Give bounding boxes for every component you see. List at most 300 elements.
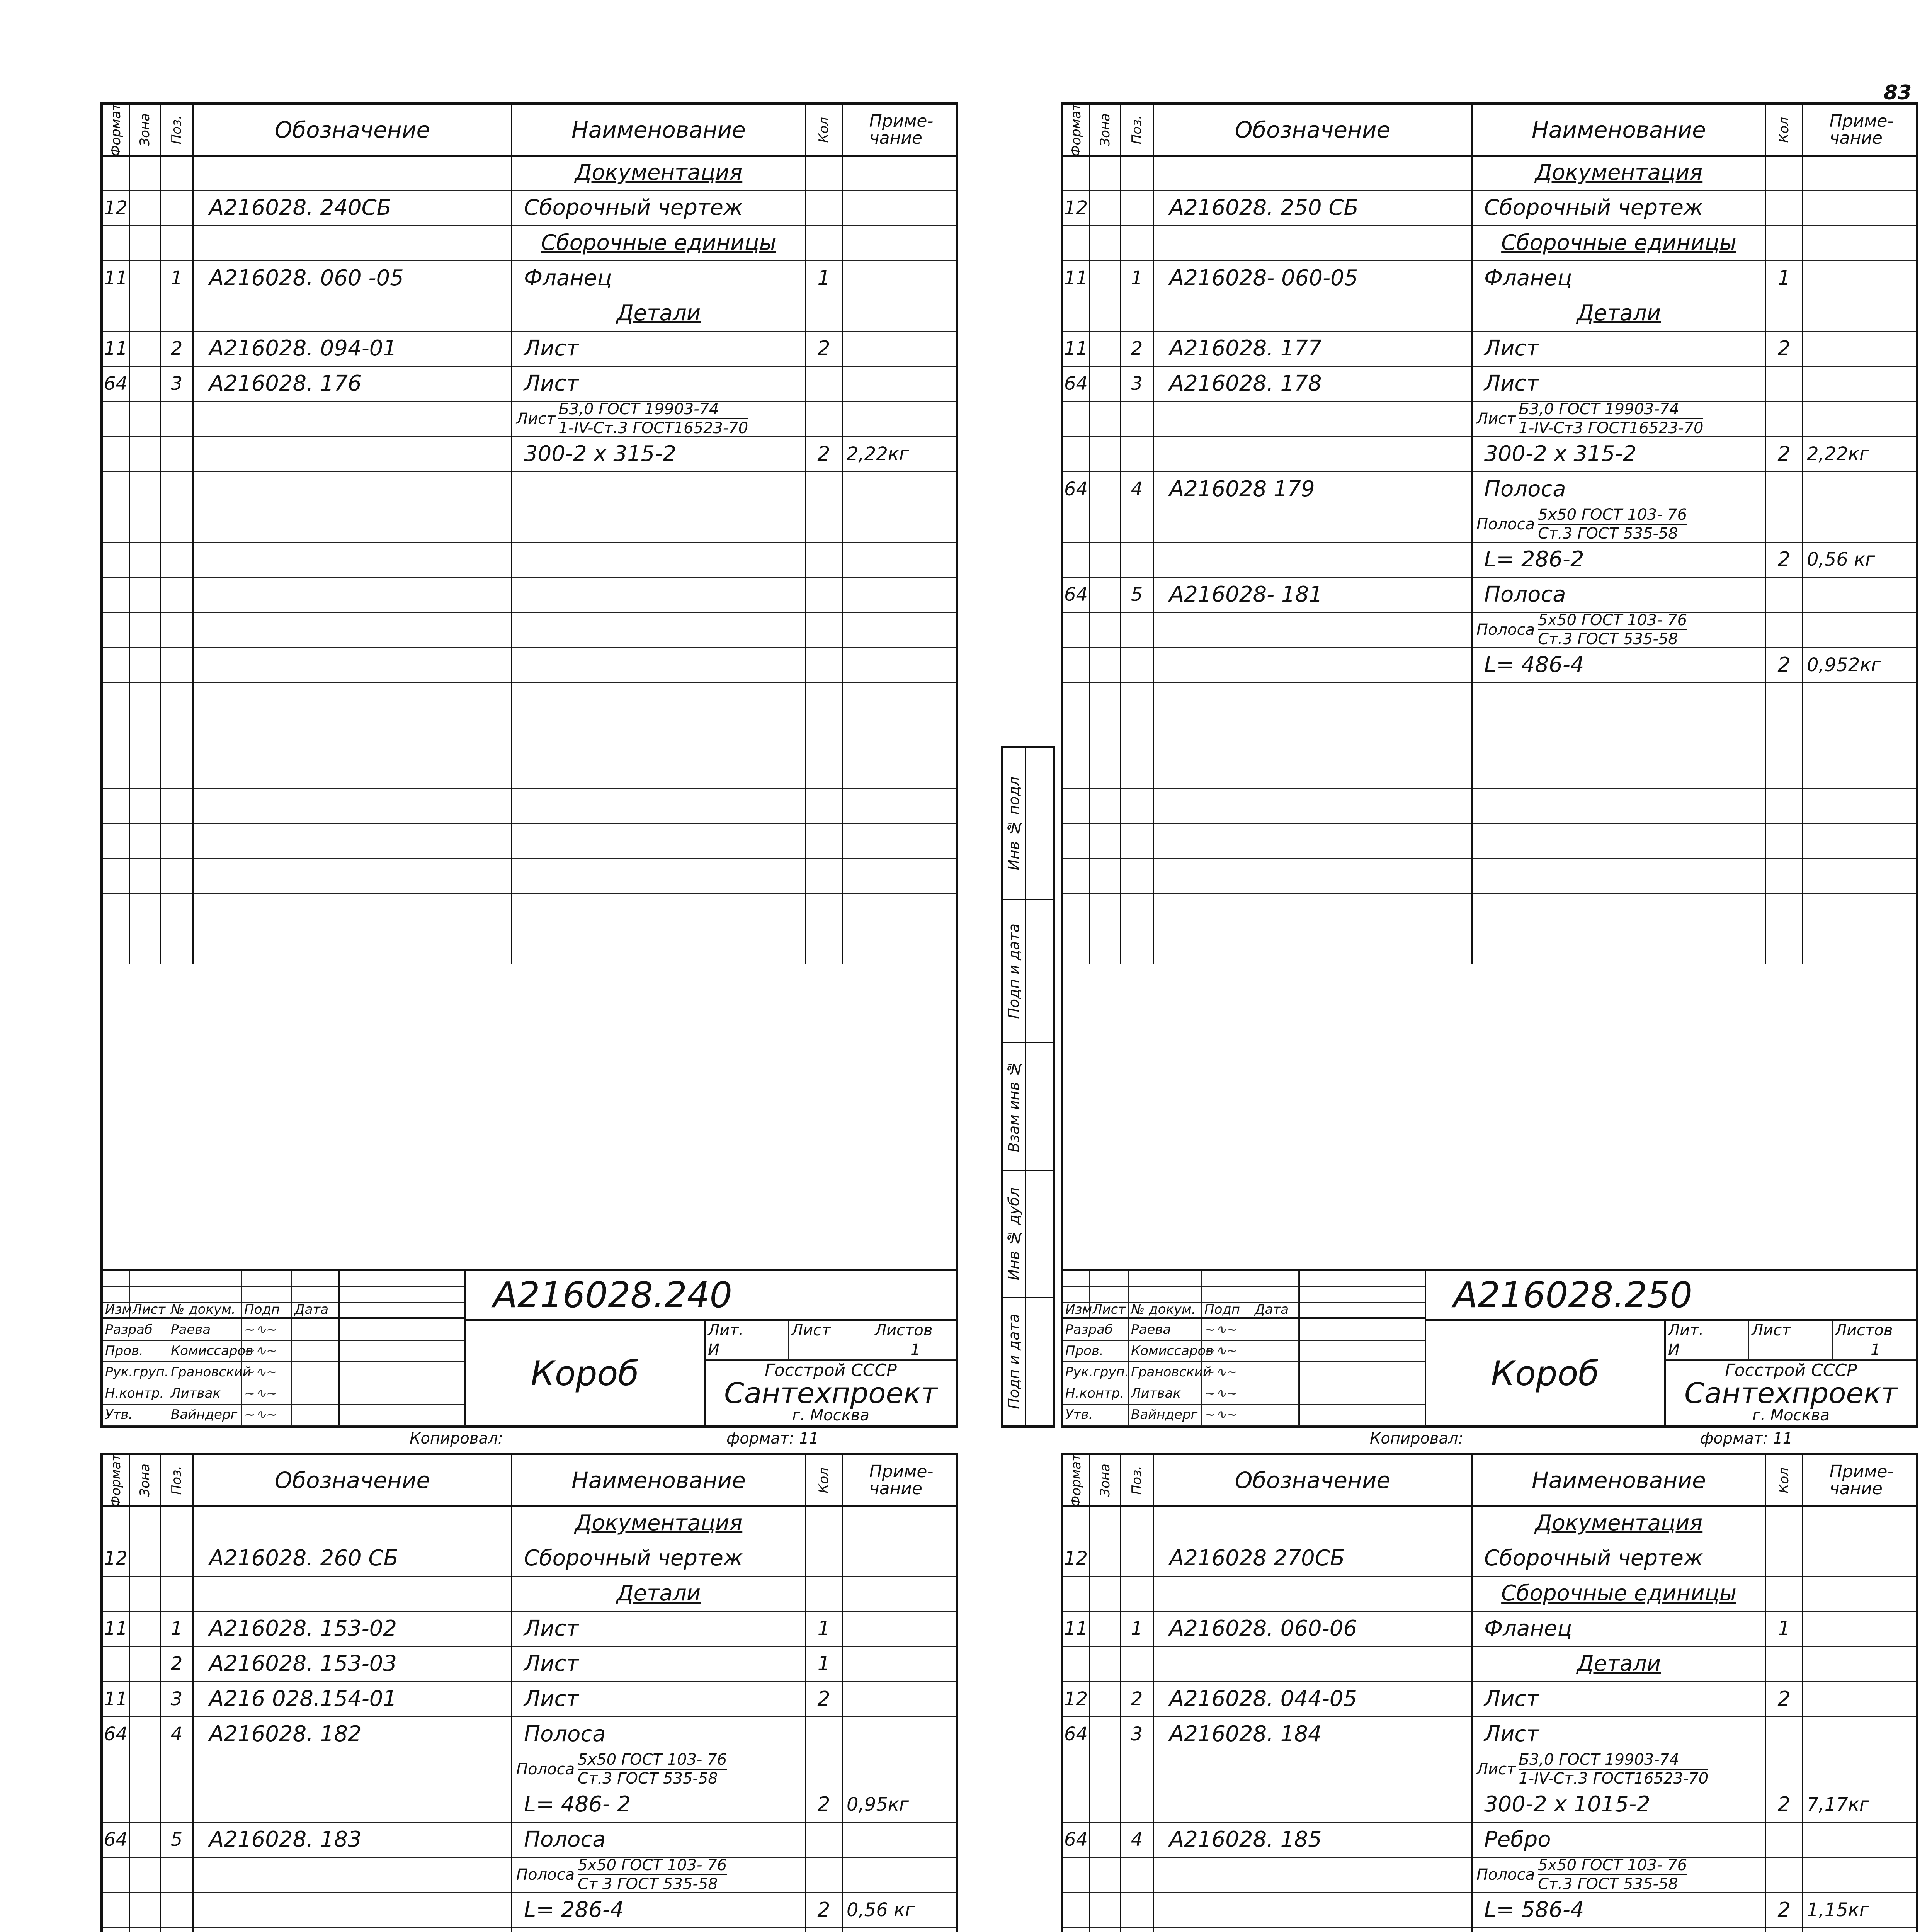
cell-qty: 2: [1766, 1892, 1803, 1927]
strip-label: Взам инв №: [1005, 1060, 1022, 1153]
table-row: [103, 1611, 956, 1647]
empty-row: [103, 788, 956, 824]
table-row: [1063, 1752, 1916, 1787]
section-row: [103, 225, 956, 261]
cell-qty: 1: [1766, 260, 1803, 296]
title-block: [1063, 1269, 1916, 1425]
lit-value: И: [1666, 1340, 1749, 1360]
table-row: [1063, 436, 1916, 472]
role-razrab: Разраб: [1063, 1319, 1129, 1340]
table-row: [1063, 401, 1916, 437]
material-spec: [1476, 400, 1703, 437]
label-izm: Изм: [103, 1302, 130, 1317]
copied-label-right: Копировал:: [1370, 1430, 1464, 1447]
strip-cell: [1003, 1171, 1026, 1298]
role-ruk: Рук.груп.: [103, 1361, 168, 1383]
org-line1: Госстрой СССР: [765, 1361, 897, 1380]
cell-designation: А216028 179: [1154, 471, 1473, 507]
header-zone: Зона: [137, 113, 153, 146]
header-note: Приме- чание: [869, 111, 934, 148]
cell-format: 11: [103, 1611, 130, 1646]
cell-designation: А216028. 153-03: [194, 1646, 512, 1681]
cell-qty: 1: [806, 1646, 843, 1681]
header-format: Формат: [1068, 103, 1084, 156]
cell-position: 2: [1121, 331, 1154, 366]
table-row: [103, 1646, 956, 1682]
signature: ~∿~: [242, 1319, 292, 1340]
signature: ~∿~: [242, 1383, 292, 1404]
header-note: Приме- чание: [1829, 1462, 1894, 1498]
label-sign: Подп: [242, 1302, 292, 1317]
cell-position: 2: [161, 331, 194, 366]
material-word: Полоса: [1476, 621, 1535, 639]
cell-name: Лист: [1473, 331, 1766, 366]
signature: ~∿~: [242, 1361, 292, 1383]
section-title: Документация: [1535, 1510, 1703, 1536]
cell-name: Сборочный чертеж: [1473, 190, 1766, 225]
cell-position: 1: [1121, 260, 1154, 296]
material-spec: [516, 1856, 727, 1893]
table-row: [103, 1857, 956, 1893]
cell-qty: 2: [806, 1892, 843, 1927]
sheets-value: 1: [1833, 1340, 1916, 1360]
cell-qty: 2: [806, 1681, 843, 1716]
cell-designation: А216028- 181: [1154, 577, 1473, 612]
section-row: [103, 155, 956, 191]
cell-format: [1063, 1927, 1090, 1932]
cell-position: 4: [1121, 1822, 1154, 1857]
header-qty: Кол: [816, 1467, 832, 1493]
person-name: Вайндерг: [1129, 1404, 1202, 1425]
header-note: Приме- чание: [869, 1462, 934, 1498]
signature: ~∿~: [242, 1340, 292, 1361]
cell-name: 300-2 х 315-2: [1473, 436, 1766, 471]
cell-name: Фланец: [1473, 1611, 1766, 1646]
empty-row: [103, 577, 956, 613]
cell-qty: 1: [806, 1611, 843, 1646]
table-row: [103, 1716, 956, 1752]
material-word: Лист: [516, 410, 556, 428]
table-row: [1063, 471, 1916, 507]
cell-designation: А216028. 185: [1154, 1822, 1473, 1857]
header-name: Наименование: [1473, 1455, 1766, 1505]
role-prov: Пров.: [1063, 1340, 1129, 1361]
header-designation: Обозначение: [1154, 1455, 1473, 1505]
table-row: [1063, 1857, 1916, 1893]
header-qty: Кол: [816, 117, 832, 143]
signature: ~∿~: [242, 1404, 292, 1425]
section-row: [1063, 1576, 1916, 1612]
header-format: Формат: [108, 103, 124, 156]
empty-row: [103, 647, 956, 683]
cell-position: 2: [1121, 1681, 1154, 1716]
cell-designation: А216028. 183: [194, 1822, 512, 1857]
empty-row: [103, 542, 956, 578]
strip-cell: [1003, 1298, 1026, 1426]
spec-sheet-270: [1061, 1453, 1918, 1932]
cell-designation: А216028. 240СБ: [194, 190, 512, 225]
cell-name: Лист: [1473, 366, 1766, 401]
header-zone: Зона: [1097, 1464, 1113, 1497]
material-bottom: Ст 3 ГОСТ 535-58: [578, 1875, 718, 1893]
material-top: Б3,0 ГОСТ 19903-74: [558, 400, 748, 419]
header-note: Приме- чание: [1829, 111, 1894, 148]
section-title: Документация: [575, 1510, 743, 1536]
cell-name: L= 286-4: [512, 1892, 806, 1927]
empty-row: [1063, 929, 1916, 964]
cell-designation: А216028. 177: [1154, 331, 1473, 366]
strip-cell: [1003, 1043, 1026, 1171]
cell-name: Лист: [512, 331, 806, 366]
cell-designation: А216028 270СБ: [1154, 1541, 1473, 1576]
cell-name: L= 486-4: [1473, 647, 1766, 682]
label-sheet: Лист: [1749, 1321, 1833, 1340]
section-row: [103, 1576, 956, 1612]
cell-designation: А216028. 176: [194, 366, 512, 401]
material-bottom: 1-IV-Ст.3 ГОСТ16523-70: [1519, 1770, 1709, 1787]
spec-sheet-240: [100, 102, 958, 1428]
table-row: [1063, 507, 1916, 543]
table-row: [1063, 1927, 1916, 1932]
cell-format: 64: [1063, 471, 1090, 507]
section-row: [1063, 296, 1916, 332]
section-title: Детали: [1577, 1651, 1661, 1676]
strip-label: Подп и дата: [1005, 1314, 1022, 1409]
cell-name: 300-2 х 1015-2: [1473, 1787, 1766, 1822]
section-row: [1063, 155, 1916, 191]
material-top: 5х50 ГОСТ 103- 76: [1538, 506, 1687, 525]
empty-row: [103, 471, 956, 507]
cell-note: 0,56 кг: [1807, 548, 1875, 570]
empty-row: [103, 753, 956, 789]
table-header: [103, 1455, 956, 1507]
cell-format: 64: [103, 1822, 130, 1857]
doc-number: А216028.250: [1426, 1271, 1916, 1321]
cell-designation: А216028- 060-05: [1154, 260, 1473, 296]
doc-title: Короб: [1426, 1321, 1666, 1425]
label-sheets: Листов: [1833, 1321, 1916, 1340]
table-row: [1063, 1822, 1916, 1858]
table-row: [103, 260, 956, 296]
cell-note: 0,952кг: [1807, 654, 1881, 676]
table-row: [1063, 542, 1916, 578]
org-line3: г. Москва: [1752, 1406, 1830, 1424]
material-spec: [1476, 611, 1687, 648]
table-row: [103, 1892, 956, 1928]
cell-name: Полоса: [512, 1822, 806, 1857]
signature: ~∿~: [1202, 1383, 1252, 1404]
table-row: [1063, 260, 1916, 296]
cell-format: 12: [1063, 190, 1090, 225]
material-top: 5х50 ГОСТ 103- 76: [578, 1751, 727, 1770]
empty-row: [103, 507, 956, 543]
header-pos: Поз.: [1129, 1466, 1145, 1495]
signature: ~∿~: [1202, 1340, 1252, 1361]
label-sheets: Листов: [872, 1321, 956, 1340]
cell-name: Лист: [1473, 1681, 1766, 1716]
header-format: Формат: [108, 1454, 124, 1507]
cell-designation: А216028. 153-02: [194, 1611, 512, 1646]
strip-label: Инв № подл: [1005, 776, 1022, 871]
label-doc: № докум.: [168, 1302, 242, 1317]
empty-row: [103, 823, 956, 859]
empty-row: [103, 929, 956, 964]
label-izm: Изм: [1063, 1302, 1090, 1317]
material-word: Полоса: [516, 1866, 575, 1884]
table-row: [1063, 190, 1916, 226]
cell-format: 11: [103, 331, 130, 366]
cell-name: Фланец: [1473, 260, 1766, 296]
section-title: Детали: [616, 301, 701, 326]
role-ruk: Рук.груп.: [1063, 1361, 1129, 1383]
title-block: [103, 1269, 956, 1425]
cell-format: 11: [103, 260, 130, 296]
table-row: [1063, 1892, 1916, 1928]
person-name: Комиссаров: [1129, 1340, 1202, 1361]
cell-position: 5: [1121, 577, 1154, 612]
material-word: Лист: [1476, 410, 1516, 428]
section-row: [1063, 1646, 1916, 1682]
table-row: [103, 1541, 956, 1577]
cell-qty: 2: [1766, 1681, 1803, 1716]
table-row: [1063, 612, 1916, 648]
cell-format: 11: [1063, 331, 1090, 366]
format-label-left: формат: 11: [726, 1430, 819, 1447]
cell-note: 2,22кг: [847, 443, 909, 465]
cell-position: 3: [161, 1681, 194, 1716]
cell-name: L= 586-4: [1473, 1892, 1766, 1927]
header-designation: Обозначение: [1154, 105, 1473, 155]
empty-row: [1063, 682, 1916, 718]
cell-designation: А216028. 060 -05: [194, 260, 512, 296]
cell-name: Фланец: [512, 260, 806, 296]
spec-sheet-250: [1061, 102, 1918, 1428]
cell-name: Лист: [512, 1611, 806, 1646]
cell-name: Сборочный чертеж: [1473, 1541, 1766, 1576]
role-prov: Пров.: [103, 1340, 168, 1361]
organization: [1666, 1360, 1916, 1425]
cell-note: 0,95кг: [847, 1793, 909, 1815]
cell-designation: А216028. 182: [194, 1716, 512, 1752]
cell-name: L= 286-2: [1473, 542, 1766, 577]
signature: ~∿~: [1202, 1404, 1252, 1425]
cell-name: Сборочный чертеж: [512, 1541, 806, 1576]
cell-name: Ребро: [1473, 1822, 1766, 1857]
org-line3: г. Москва: [792, 1406, 869, 1424]
format-label-right: формат: 11: [1700, 1430, 1793, 1447]
strip-label: Инв № дубл: [1005, 1187, 1022, 1281]
cell-position: 3: [1121, 1716, 1154, 1752]
header-designation: Обозначение: [194, 1455, 512, 1505]
cell-name: Полоса: [1473, 471, 1766, 507]
empty-row: [1063, 823, 1916, 859]
cell-format: 64: [1063, 1716, 1090, 1752]
cell-name: Лист: [512, 366, 806, 401]
person-name: Литвак: [1129, 1383, 1202, 1404]
role-razrab: Разраб: [103, 1319, 168, 1340]
sheets-value: 1: [872, 1340, 956, 1360]
table-row: [103, 331, 956, 367]
cell-designation: А216 028.154-01: [194, 1681, 512, 1716]
cell-designation: А216028. 184: [1154, 1716, 1473, 1752]
cell-qty: 2: [1766, 647, 1803, 682]
person-name: Вайндерг: [168, 1404, 242, 1425]
header-name: Наименование: [512, 105, 806, 155]
section-row: [1063, 225, 1916, 261]
table-row: [1063, 647, 1916, 683]
material-spec: [516, 400, 748, 437]
org-line1: Госстрой СССР: [1725, 1361, 1857, 1380]
cell-name: Лист: [512, 1681, 806, 1716]
table-row: [103, 366, 956, 402]
table-header: [1063, 1455, 1916, 1507]
person-name: Грановский: [1129, 1361, 1202, 1383]
header-qty: Кол: [1776, 1467, 1792, 1493]
role-nkontr: Н.контр.: [1063, 1383, 1129, 1404]
cell-qty: 2: [806, 1787, 843, 1822]
cell-format: 64: [103, 1716, 130, 1752]
section-row: [1063, 1505, 1916, 1541]
role-utv: Утв.: [103, 1404, 168, 1425]
table-row: [103, 401, 956, 437]
empty-row: [103, 858, 956, 894]
header-name: Наименование: [512, 1455, 806, 1505]
material-word: Полоса: [516, 1760, 575, 1778]
material-word: Полоса: [1476, 1866, 1535, 1884]
header-designation: Обозначение: [194, 105, 512, 155]
table-row: [1063, 1611, 1916, 1647]
table-row: [103, 1752, 956, 1787]
header-pos: Поз.: [169, 1466, 184, 1495]
cell-name: Лист: [512, 1646, 806, 1681]
table-row: [1063, 577, 1916, 613]
cell-qty: 1: [1766, 1611, 1803, 1646]
label-lit: Лит.: [706, 1321, 789, 1340]
material-word: Лист: [1476, 1760, 1516, 1778]
empty-row: [1063, 718, 1916, 753]
section-title: Детали: [616, 1581, 701, 1606]
cell-format: 12: [1063, 1681, 1090, 1716]
cell-position: 1: [1121, 1611, 1154, 1646]
label-lit: Лит.: [1666, 1321, 1749, 1340]
lit-block: [706, 1321, 956, 1361]
cell-designation: А216028. 260 СБ: [194, 1541, 512, 1576]
empty-row: [103, 718, 956, 753]
cell-name: L= 486- 2: [512, 1787, 806, 1822]
cell-position: 2: [161, 1646, 194, 1681]
empty-row: [103, 612, 956, 648]
cell-qty: 2: [1766, 436, 1803, 471]
empty-row: [103, 893, 956, 929]
cell-format: 12: [1063, 1541, 1090, 1576]
label-sign: Подп: [1202, 1302, 1252, 1317]
cell-name: Сборочный чертеж: [512, 190, 806, 225]
table-row: [103, 190, 956, 226]
org-line2: Сантехпроект: [1684, 1377, 1898, 1410]
material-spec: [516, 1751, 727, 1787]
cell-designation: А216028. 060-06: [1154, 1611, 1473, 1646]
header-zone: Зона: [137, 1464, 153, 1497]
table-row: [1063, 366, 1916, 402]
cell-name: 300-2 х 315-2: [512, 436, 806, 471]
cell-name: Полоса: [512, 1716, 806, 1752]
table-header: [1063, 105, 1916, 157]
empty-row: [103, 682, 956, 718]
material-top: Б3,0 ГОСТ 19903-74: [1519, 1751, 1708, 1770]
cell-format: 64: [1063, 1822, 1090, 1857]
doc-number: А216028.240: [466, 1271, 956, 1321]
lit-block: [1666, 1321, 1916, 1361]
table-row: [1063, 1716, 1916, 1752]
cell-designation: А216028. 094-01: [194, 331, 512, 366]
cell-format: 64: [1063, 577, 1090, 612]
page-number: 83: [1884, 81, 1912, 104]
strip-label: Подп и дата: [1005, 923, 1022, 1019]
cell-format: 11: [103, 1681, 130, 1716]
cell-format: 64: [1063, 366, 1090, 401]
section-title: Сборочные единицы: [541, 230, 776, 255]
person-name: Раева: [168, 1319, 242, 1340]
header-name: Наименование: [1473, 105, 1766, 155]
cell-position: [1121, 1927, 1154, 1932]
section-title: Детали: [1577, 301, 1661, 326]
cell-position: 5: [161, 1822, 194, 1857]
table-row: [1063, 331, 1916, 367]
cell-note: 7,17кг: [1807, 1793, 1869, 1815]
cell-qty: 2: [1766, 331, 1803, 366]
label-date: Дата: [292, 1302, 338, 1317]
signature: ~∿~: [1202, 1319, 1252, 1340]
table-row: [103, 1787, 956, 1823]
material-top: 5х50 ГОСТ 103- 76: [1538, 611, 1687, 630]
cell-format: 11: [1063, 260, 1090, 296]
table-row: [103, 1681, 956, 1717]
person-name: Комиссаров: [168, 1340, 242, 1361]
cell-name: Лист: [1473, 1716, 1766, 1752]
cell-designation: [1154, 1927, 1473, 1932]
cell-qty: 2: [1766, 542, 1803, 577]
material-top: Б3,0 ГОСТ 19903-74: [1519, 400, 1703, 419]
material-bottom: Ст.3 ГОСТ 535-58: [1538, 1875, 1678, 1893]
cell-note: 0,56 кг: [847, 1899, 915, 1921]
cell-position: 4: [1121, 471, 1154, 507]
empty-row: [1063, 858, 1916, 894]
section-title: Документация: [575, 160, 743, 185]
label-date: Дата: [1252, 1302, 1299, 1317]
material-word: Полоса: [1476, 515, 1535, 533]
lit-value: И: [706, 1340, 789, 1360]
organization: [706, 1360, 956, 1425]
cell-qty: 1: [806, 260, 843, 296]
label-list: Лист: [130, 1302, 168, 1317]
header-pos: Поз.: [169, 115, 184, 145]
empty-row: [1063, 893, 1916, 929]
label-sheet: Лист: [789, 1321, 872, 1340]
cell-format: 64: [103, 366, 130, 401]
person-name: Раева: [1129, 1319, 1202, 1340]
material-bottom: Ст.3 ГОСТ 535-58: [1538, 525, 1678, 543]
empty-row: [1063, 753, 1916, 789]
material-spec: [1476, 1856, 1687, 1893]
cell-note: 2,22кг: [1807, 443, 1869, 465]
role-utv: Утв.: [1063, 1404, 1129, 1425]
strip-cell: [1003, 900, 1026, 1043]
section-row: [103, 1505, 956, 1541]
header-qty: Кол: [1776, 117, 1792, 143]
cell-designation: А216028. 178: [1154, 366, 1473, 401]
cell-position: 1: [161, 1611, 194, 1646]
spec-sheet-260: [100, 1453, 958, 1932]
